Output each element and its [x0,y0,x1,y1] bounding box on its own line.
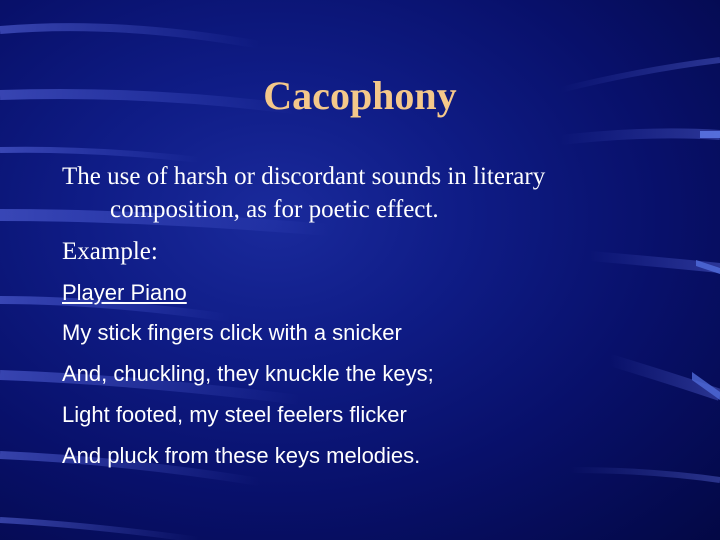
poem-line: Light footed, my steel feelers flicker [62,402,407,427]
poem-line: My stick fingers click with a snicker [62,320,402,345]
definition-line-2: composition, as for poetic effect. [110,196,439,223]
slide-title: Cacophony [263,73,457,118]
poem-line: And, chuckling, they knuckle the keys; [62,361,434,386]
example-label: Example: [62,238,158,265]
definition-line-1: The use of harsh or discordant sounds in literary [62,163,546,190]
poem-line: And pluck from these keys melodies. [62,443,421,468]
poem-title: Player Piano [62,280,187,305]
